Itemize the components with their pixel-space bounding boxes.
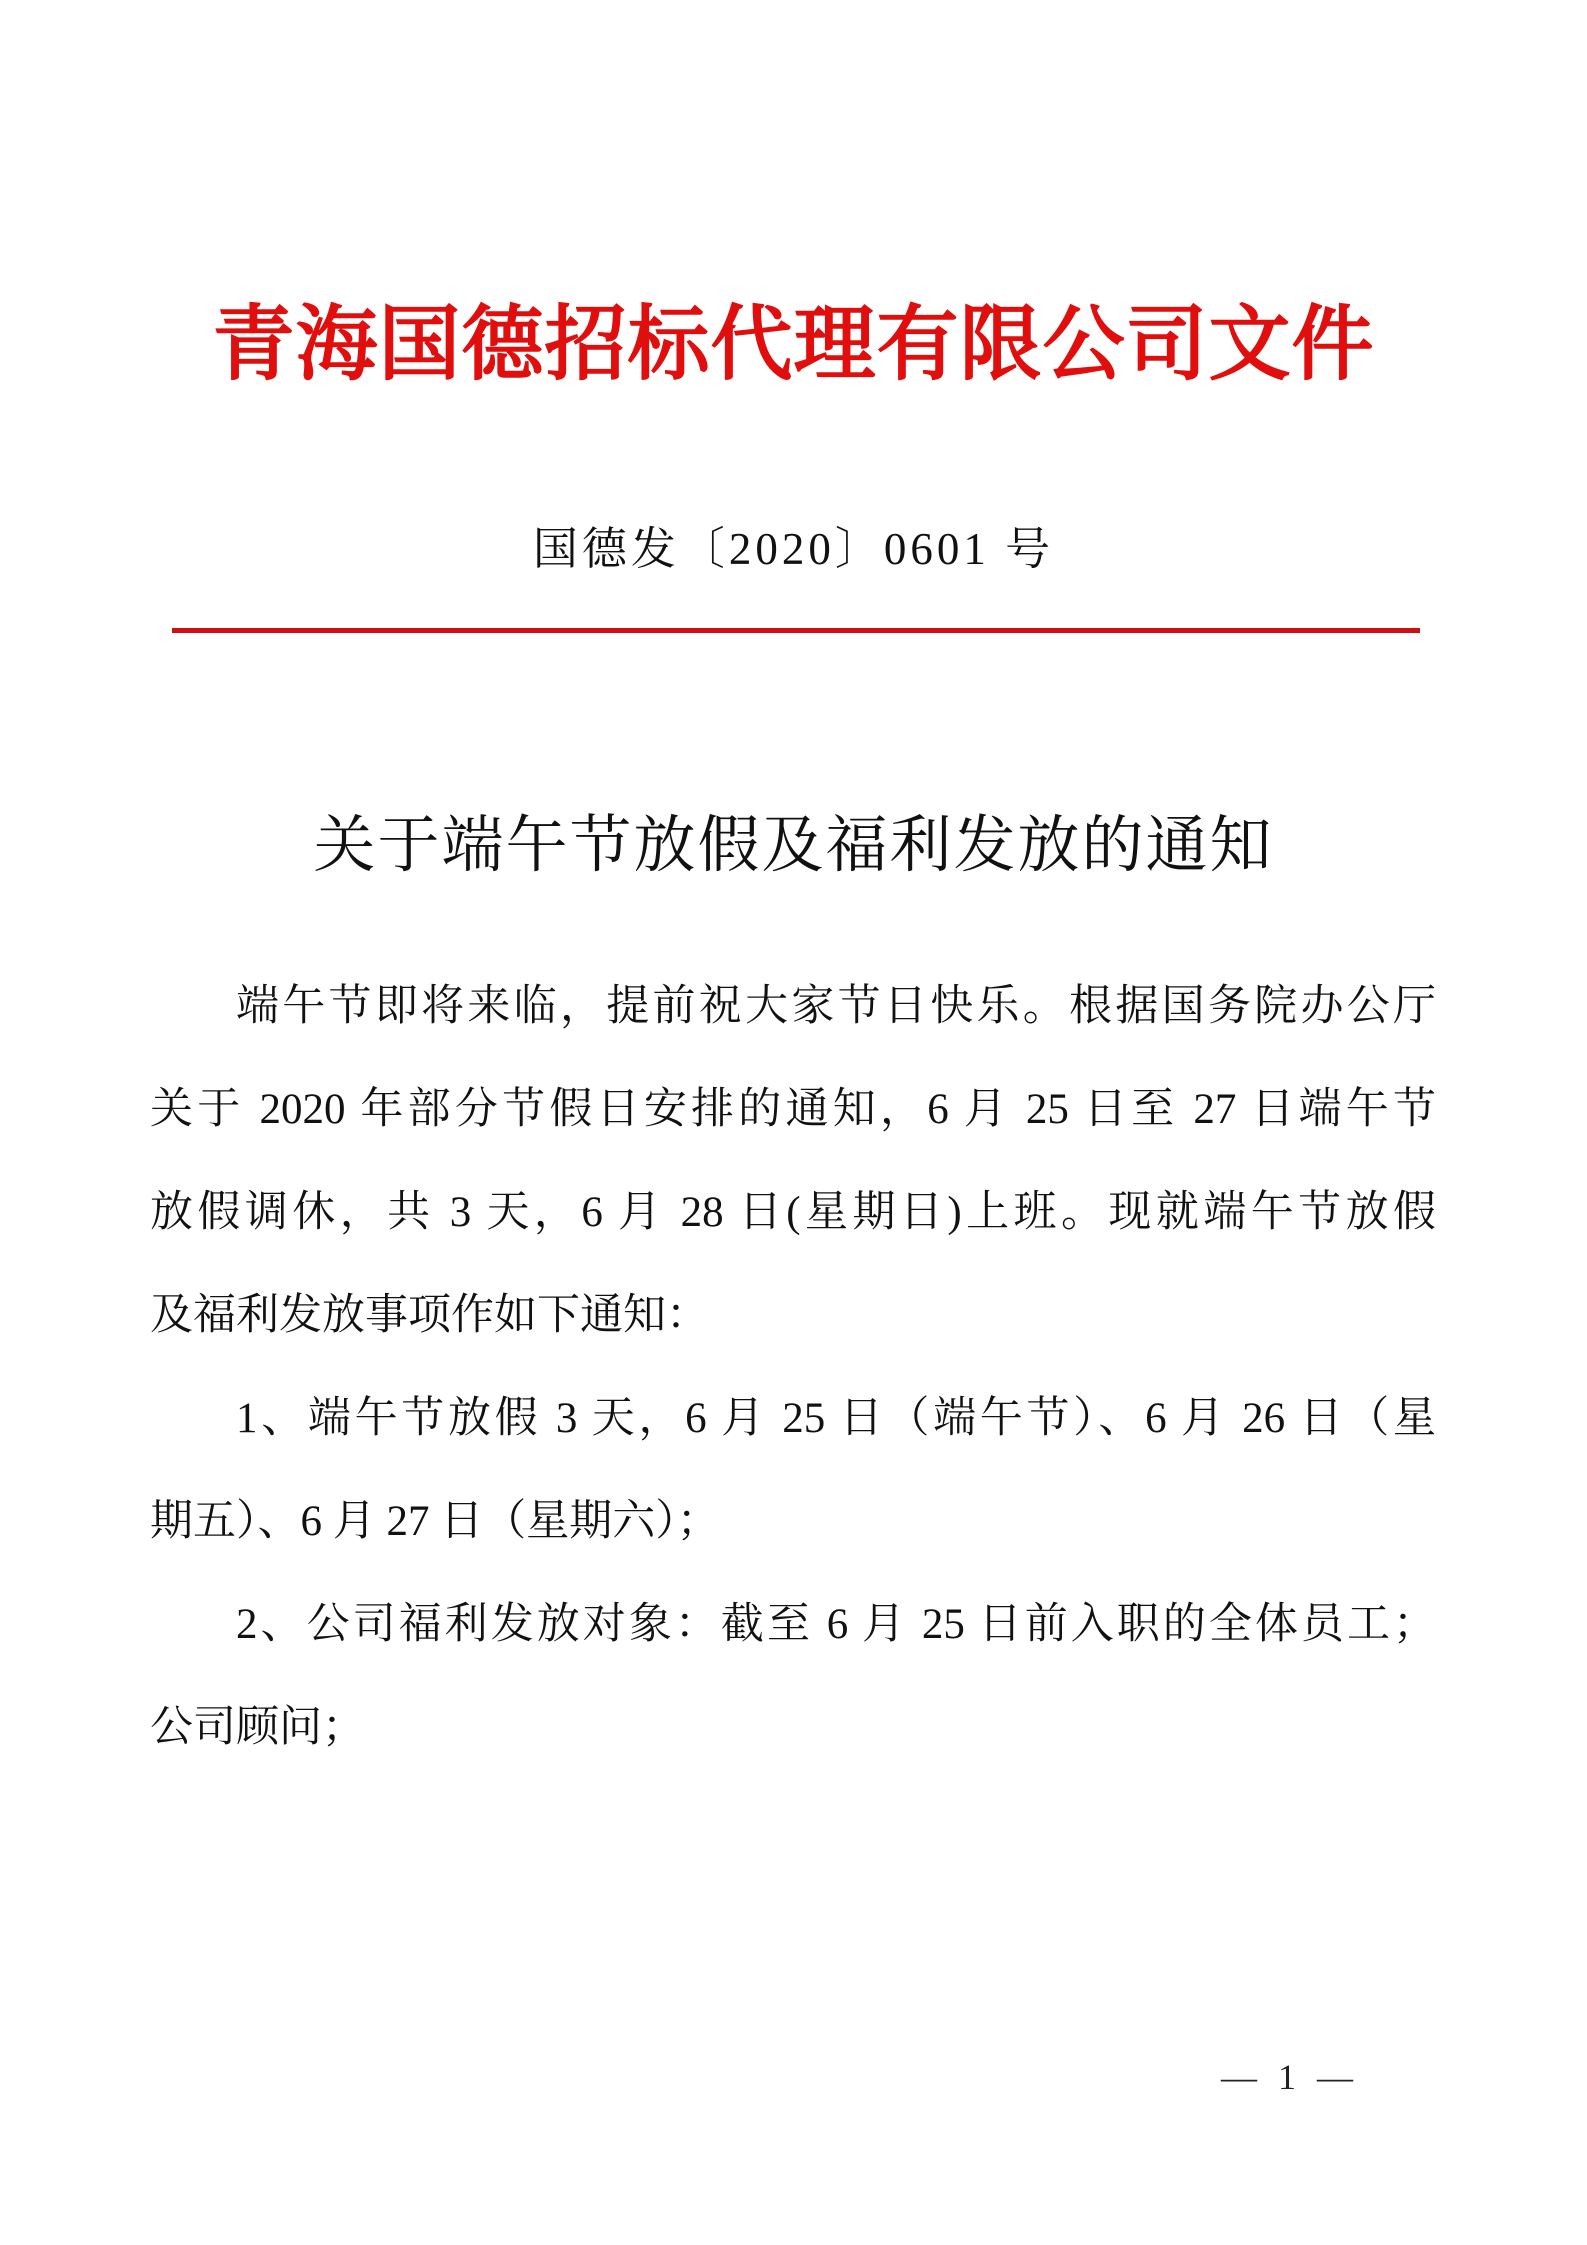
body-line: 期五）、6 月 27 日（星期六）； <box>150 1498 720 1545</box>
notice-title: 关于端午节放假及福利发放的通知 <box>313 812 1274 880</box>
page-number: — 1 — <box>1221 2057 1359 2097</box>
body-line: 端午节即将来临，提前祝大家节日快乐。根据国务院办公厅 <box>236 983 1436 1030</box>
body-line: 放假调休，共 3 天，6 月 28 日(星期日)上班。现就端午节放假 <box>150 1189 1436 1236</box>
body-line: 及福利发放事项作如下通知： <box>150 1292 709 1339</box>
letterhead-divider-line <box>172 628 1420 633</box>
body-line: 1、端午节放假 3 天，6 月 25 日（端午节）、6 月 26 日（星 <box>236 1395 1436 1442</box>
body-line: 2、公司福利发放对象：截至 6 月 25 日前入职的全体员工； <box>236 1601 1436 1648</box>
document-reference-number: 国德发〔2020〕0601 号 <box>532 524 1055 574</box>
body-line: 公司顾问； <box>150 1704 365 1751</box>
letterhead-org-title: 青海国德招标代理有限公司文件 <box>212 299 1375 390</box>
notice-body <box>150 955 1436 1779</box>
body-line: 关于 2020 年部分节假日安排的通知，6 月 25 日至 27 日端午节 <box>150 1086 1436 1133</box>
